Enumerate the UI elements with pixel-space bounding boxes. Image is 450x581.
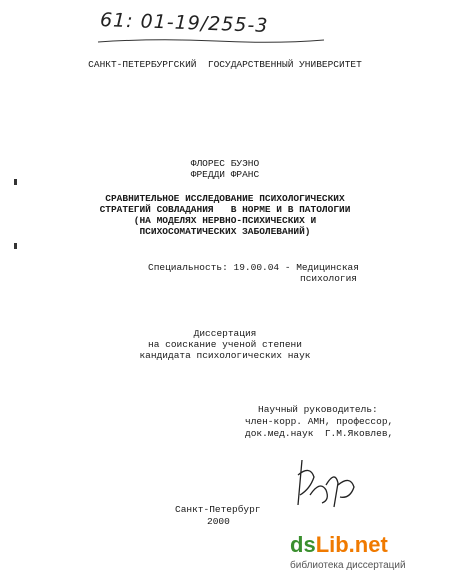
specialty-line: Специальность: 19.00.04 - Медицинская	[148, 262, 359, 273]
title-line: СТРАТЕГИЙ СОВЛАДАНИЯ В НОРМЕ И В ПАТОЛОГИИ	[99, 204, 351, 215]
author-surname: ФЛОРЕС БУЭНО	[190, 158, 260, 169]
margin-mark	[14, 243, 17, 249]
title-line: (НА МОДЕЛЯХ НЕРВНО-ПСИХИЧЕСКИХ И	[133, 215, 317, 226]
handwritten-underline	[96, 36, 326, 46]
supervisor-heading: Научный руководитель:	[258, 404, 378, 415]
signature-image	[280, 455, 360, 515]
title-line: ПСИХОСОМАТИЧЕСКИХ ЗАБОЛЕВАНИЙ)	[139, 226, 311, 237]
year: 2000	[207, 516, 230, 527]
supervisor-name: док.мед.наук Г.М.Яковлев,	[245, 428, 394, 439]
university-name: САНКТ-ПЕТЕРБУРГСКИЙ ГОСУДАРСТВЕННЫЙ УНИВЕРСИТЕТ	[88, 59, 362, 70]
watermark	[290, 528, 446, 578]
author-given-name: ФРЕДДИ ФРАНС	[190, 169, 260, 180]
margin-mark	[14, 179, 17, 185]
handwritten-catalog-number: 61: 01-19/255-3	[99, 9, 269, 37]
dissertation-purpose: на соискание ученой степени	[148, 339, 302, 350]
watermark-subtitle: библиотека диссертаций	[290, 560, 406, 571]
supervisor-rank: член-корр. АМН, профессор,	[245, 416, 394, 427]
dissertation-degree: кандидата психологических наук	[139, 350, 311, 361]
city: Санкт-Петербург	[175, 504, 261, 515]
dissertation-type: Диссертация	[193, 328, 257, 339]
watermark-logo: dsLib.net	[290, 532, 388, 557]
title-line: СРАВНИТЕЛЬНОЕ ИССЛЕДОВАНИЕ ПСИХОЛОГИЧЕСКИХ	[105, 193, 345, 204]
specialty-name: психология	[300, 273, 358, 284]
